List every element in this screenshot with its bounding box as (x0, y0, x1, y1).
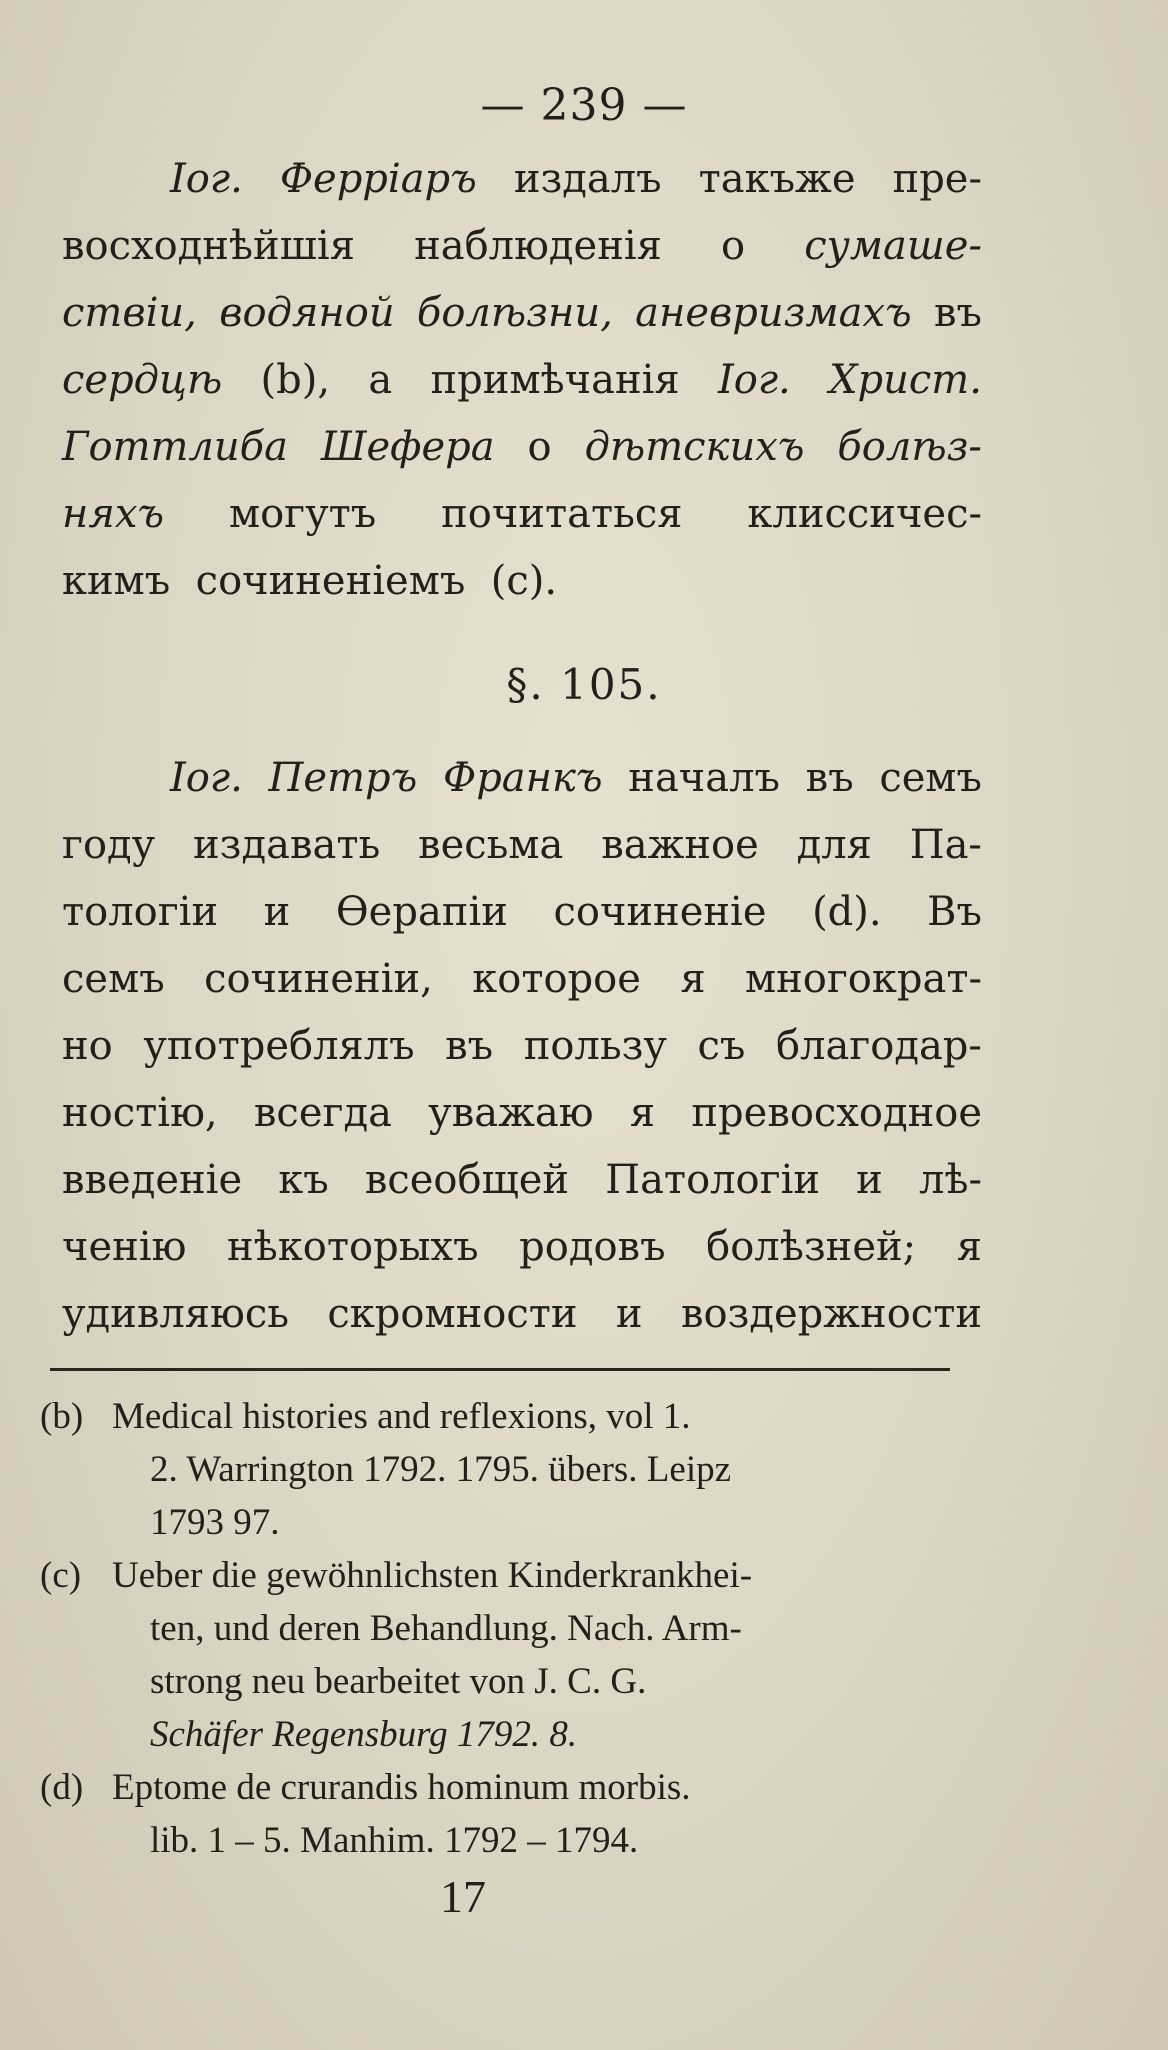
word: о (527, 424, 552, 470)
word: ствiи, (62, 290, 197, 336)
text-line (62, 1013, 982, 1080)
footnote-line: 1793 97. (150, 1502, 280, 1543)
word: клиссичес- (747, 491, 982, 537)
word: удивляюсь (62, 1291, 289, 1337)
word: благодар- (775, 1023, 982, 1069)
footnote-line: Schäfer Regensburg 1792. 8. (150, 1714, 578, 1755)
footnote-line (40, 1390, 980, 1443)
footnote-line: strong neu bearbeitet von J. C. G. (150, 1661, 647, 1702)
word: ностiю, (62, 1090, 218, 1136)
word: нѣкоторыхъ (227, 1224, 479, 1270)
word: болѣзней; (706, 1224, 917, 1270)
word: сочиненiе (553, 889, 767, 935)
word: семъ (62, 956, 165, 1002)
text-line (62, 812, 982, 879)
word: въ (805, 755, 854, 801)
word: весьма (418, 822, 564, 868)
word: важное (601, 822, 759, 868)
word: восходнѣйшiя (62, 223, 355, 269)
word: для (796, 822, 872, 868)
footnote-line (40, 1549, 980, 1602)
signature-mark: 17 (440, 1871, 486, 1922)
word: началъ (628, 755, 780, 801)
word: всеобщей (364, 1157, 570, 1203)
footnote-b (40, 1390, 980, 1549)
word: превосходное (691, 1090, 982, 1136)
word: а (368, 357, 393, 403)
footnote-line: lib. 1 – 5. Manhim. 1792 – 1794. (150, 1820, 639, 1861)
section-heading: §. 105. (506, 660, 662, 709)
word: сочиненiемъ (195, 558, 466, 604)
word: родовъ (519, 1224, 666, 1270)
word: введенiе (62, 1157, 243, 1203)
word: о (721, 223, 746, 269)
word: Христ. (829, 357, 982, 403)
word: Петръ (268, 755, 418, 801)
word: наблюденiя (414, 223, 662, 269)
footnote-d (40, 1761, 980, 1867)
word: Патологiи (605, 1157, 821, 1203)
word: я (680, 956, 706, 1002)
word: но (62, 1023, 113, 1069)
word: пользу (523, 1023, 667, 1069)
word: могутъ (228, 491, 377, 537)
text-line (62, 146, 982, 213)
word: Готтлиба (62, 424, 288, 470)
text-line (62, 1080, 982, 1147)
word: къ (278, 1157, 329, 1203)
word: водяной (219, 290, 395, 336)
word: почитаться (441, 491, 683, 537)
text-line (62, 946, 982, 1013)
word: Іог. (170, 156, 243, 202)
footnote-divider (50, 1368, 950, 1371)
word: многократ- (744, 956, 982, 1002)
footnote-marker: (d) (40, 1767, 84, 1808)
text-line (62, 879, 982, 946)
word: Франкъ (443, 755, 603, 801)
word: скромности (327, 1291, 578, 1337)
word: ченiю (62, 1224, 187, 1270)
text-line (62, 481, 982, 548)
paragraph-1 (62, 146, 982, 615)
word: Ѳерапiи (335, 889, 508, 935)
text-line (62, 745, 982, 812)
footnote-line (40, 1761, 980, 1814)
footnote-text: Eptome de crurandis hominum morbis. (112, 1767, 691, 1808)
word: (d). (812, 889, 882, 935)
word: издалъ (513, 156, 662, 202)
text-line (62, 1214, 982, 1281)
word: воздержности (680, 1291, 982, 1337)
word: Шефера (320, 424, 495, 470)
word: Іог. (170, 755, 243, 801)
word: я (956, 1224, 982, 1270)
word: уважаю (428, 1090, 594, 1136)
footnote-text: Ueber die gewöhnlichsten Kinderkrankhei- (112, 1555, 753, 1596)
word: (b), (260, 357, 331, 403)
text-line (62, 213, 982, 280)
footnote-line: ten, und deren Behandlung. Nach. Arm- (150, 1608, 742, 1649)
word: (c). (490, 558, 558, 604)
footnotes (40, 1390, 980, 1867)
text-line (62, 1147, 982, 1214)
word: болѣзни, (416, 290, 613, 336)
word: Іог. (717, 357, 791, 403)
text-line (62, 548, 982, 615)
word: Въ (927, 889, 982, 935)
word: сочиненiи, (204, 956, 433, 1002)
word: я (629, 1090, 656, 1136)
word: дѣтскихъ (584, 424, 805, 470)
word: семъ (879, 755, 982, 801)
footnote-marker: (c) (40, 1555, 82, 1596)
word: Па- (909, 822, 982, 868)
footnote-line: 2. Warrington 1792. 1795. übers. Leipz (150, 1449, 732, 1490)
word: съ (697, 1023, 746, 1069)
footnote-marker: (b) (40, 1396, 84, 1437)
word: аневризмахъ (635, 290, 912, 336)
footnote-c (40, 1549, 980, 1761)
word: и (856, 1157, 883, 1203)
page-number: — 239 — (480, 80, 688, 131)
text-line (62, 347, 982, 414)
word: сумаше- (804, 223, 982, 269)
text-line (62, 414, 982, 481)
word: тологiи (62, 889, 219, 935)
word: няхъ (62, 491, 165, 537)
text-line (62, 280, 982, 347)
word: лѣ- (918, 1157, 982, 1203)
word: и (615, 1291, 643, 1337)
text-line (62, 1281, 982, 1348)
word: въ (445, 1023, 494, 1069)
paragraph-2 (62, 745, 982, 1348)
word: примѣчанiя (430, 357, 680, 403)
word: издавать (193, 822, 381, 868)
word: болѣз- (837, 424, 982, 470)
word: въ (934, 290, 982, 336)
footnote-text: Medical histories and reflexions, vol 1. (112, 1396, 691, 1437)
word: такъже (698, 156, 856, 202)
word: сердцѣ (62, 357, 223, 403)
word: Феррiаръ (279, 156, 477, 202)
word: и (263, 889, 291, 935)
word: употреблялъ (143, 1023, 415, 1069)
word: всегда (253, 1090, 392, 1136)
word: году (62, 822, 156, 868)
word: которое (472, 956, 641, 1002)
word: кимъ (62, 558, 171, 604)
word: пре- (892, 156, 982, 202)
